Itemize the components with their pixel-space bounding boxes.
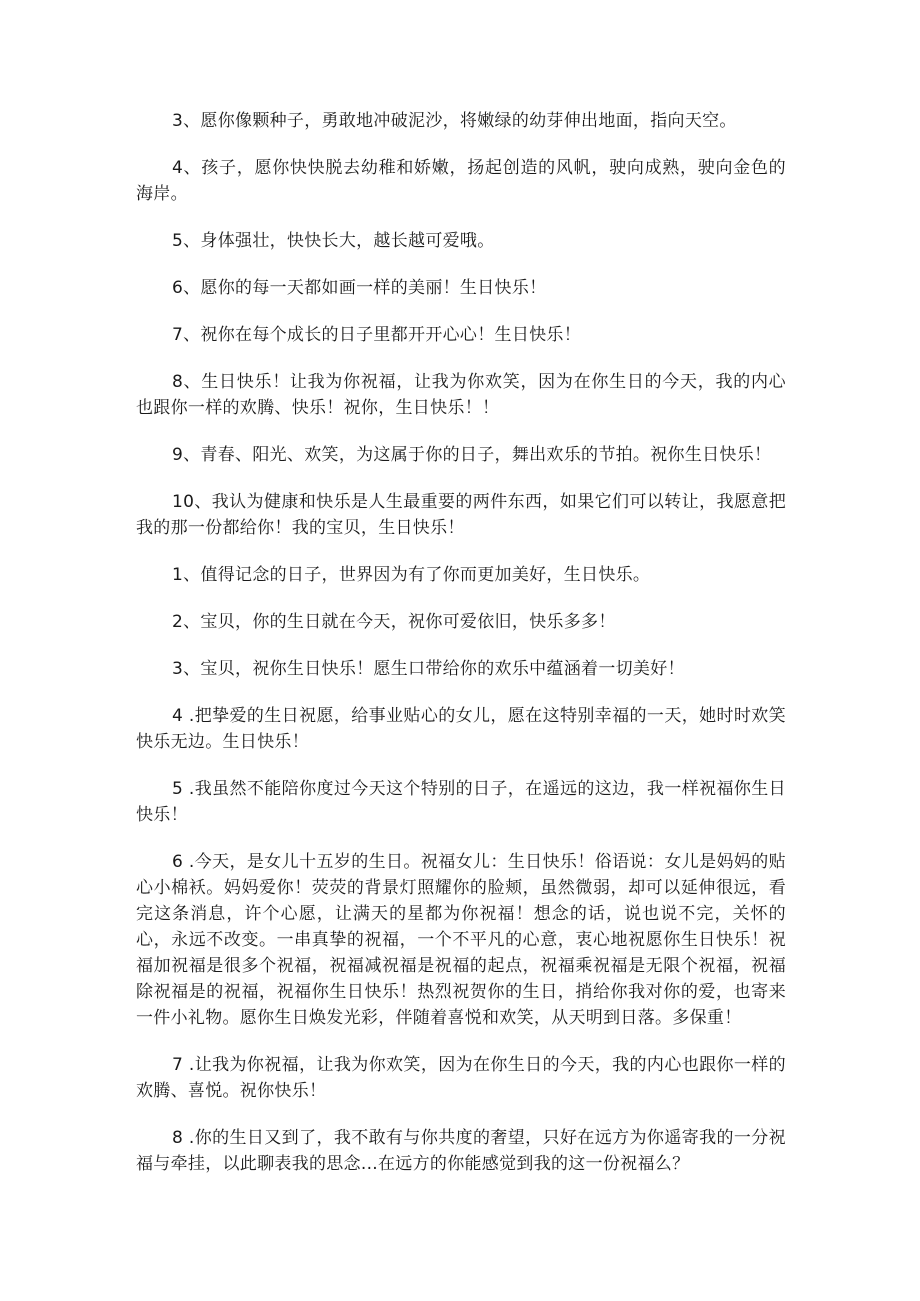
paragraph: 9、青春、阳光、欢笑，为这属于你的日子，舞出欢乐的节拍。祝你生日快乐！	[172, 445, 772, 465]
paragraph: 7 .让我为你祝福，让我为你欢笑，因为在你生日的今天，我的内心也跟你一样的欢腾、喜悦。祝你快乐！	[136, 1055, 786, 1101]
paragraph: 3、宝贝，祝你生日快乐！愿生口带给你的欢乐中蕴涵着一切美好！	[172, 659, 685, 679]
paragraph: 2、宝贝，你的生日就在今天，祝你可爱依旧，快乐多多！	[172, 612, 616, 632]
paragraph: 6 .今天，是女儿十五岁的生日。祝福女儿：生日快乐！俗语说：女儿是妈妈的贴心小棉袄。妈妈爱你！荧荧的背景灯照耀你的脸颊，虽然微弱，却可以延伸很远，看完这条消息，许个心愿，让满天的星都为你祝福！想念的话，说也说不完，关怀的心，永远不改变。一串真挚的祝福，一个不平凡的心意，衷心地祝愿你生日快乐！祝福加祝福是很多个祝福，祝福减祝福是祝福的起点，祝福乘祝福是无限个祝福，祝福除祝福是的祝福，祝福你生日快乐！热烈祝贺你的生日，捎给你我对你的爱，也寄来一件小礼物。愿你生日焕发光彩，伴随着喜悦和欢笑，从天明到日落。多保重！	[136, 852, 786, 1028]
paragraph: 7、祝你在每个成长的日子里都开开心心！生日快乐！	[172, 325, 582, 345]
paragraph: 3、愿你像颗种子，勇敢地冲破泥沙，将嫩绿的幼芽伸出地面，指向天空。	[172, 111, 737, 131]
paragraph: 1、值得记念的日子，世界因为有了你而更加美好，生日快乐。	[172, 565, 651, 585]
paragraph: 5、身体强壮，快快长大，越长越可爱哦。	[172, 231, 495, 251]
paragraph: 4、孩子，愿你快快脱去幼稚和娇嫩，扬起创造的风帆，驶向成熟，驶向金色的海岸。	[136, 158, 786, 204]
paragraph: 6、愿你的每一天都如画一样的美丽！生日快乐！	[172, 278, 547, 298]
paragraph: 5 .我虽然不能陪你度过今天这个特别的日子，在遥远的这边，我一样祝福你生日快乐！	[136, 779, 786, 825]
paragraph: 8、生日快乐！让我为你祝福，让我为你欢笑，因为在你生日的今天，我的内心也跟你一样的欢腾、快乐！祝你，生日快乐！！	[136, 372, 786, 418]
document-body	[136, 108, 786, 1198]
paragraph: 10、我认为健康和快乐是人生最重要的两件东西，如果它们可以转让，我愿意把我的那一份都给你！我的宝贝，生日快乐！	[136, 492, 786, 538]
paragraph: 4 .把挚爱的生日祝愿，给事业贴心的女儿，愿在这特别幸福的一天，她时时欢笑快乐无边。生日快乐！	[136, 706, 786, 752]
paragraph: 8 .你的生日又到了，我不敢有与你共度的奢望，只好在远方为你遥寄我的一分祝福与牵挂，以此聊表我的思念...在远方的你能感觉到我的这一份祝福么？	[136, 1128, 786, 1174]
